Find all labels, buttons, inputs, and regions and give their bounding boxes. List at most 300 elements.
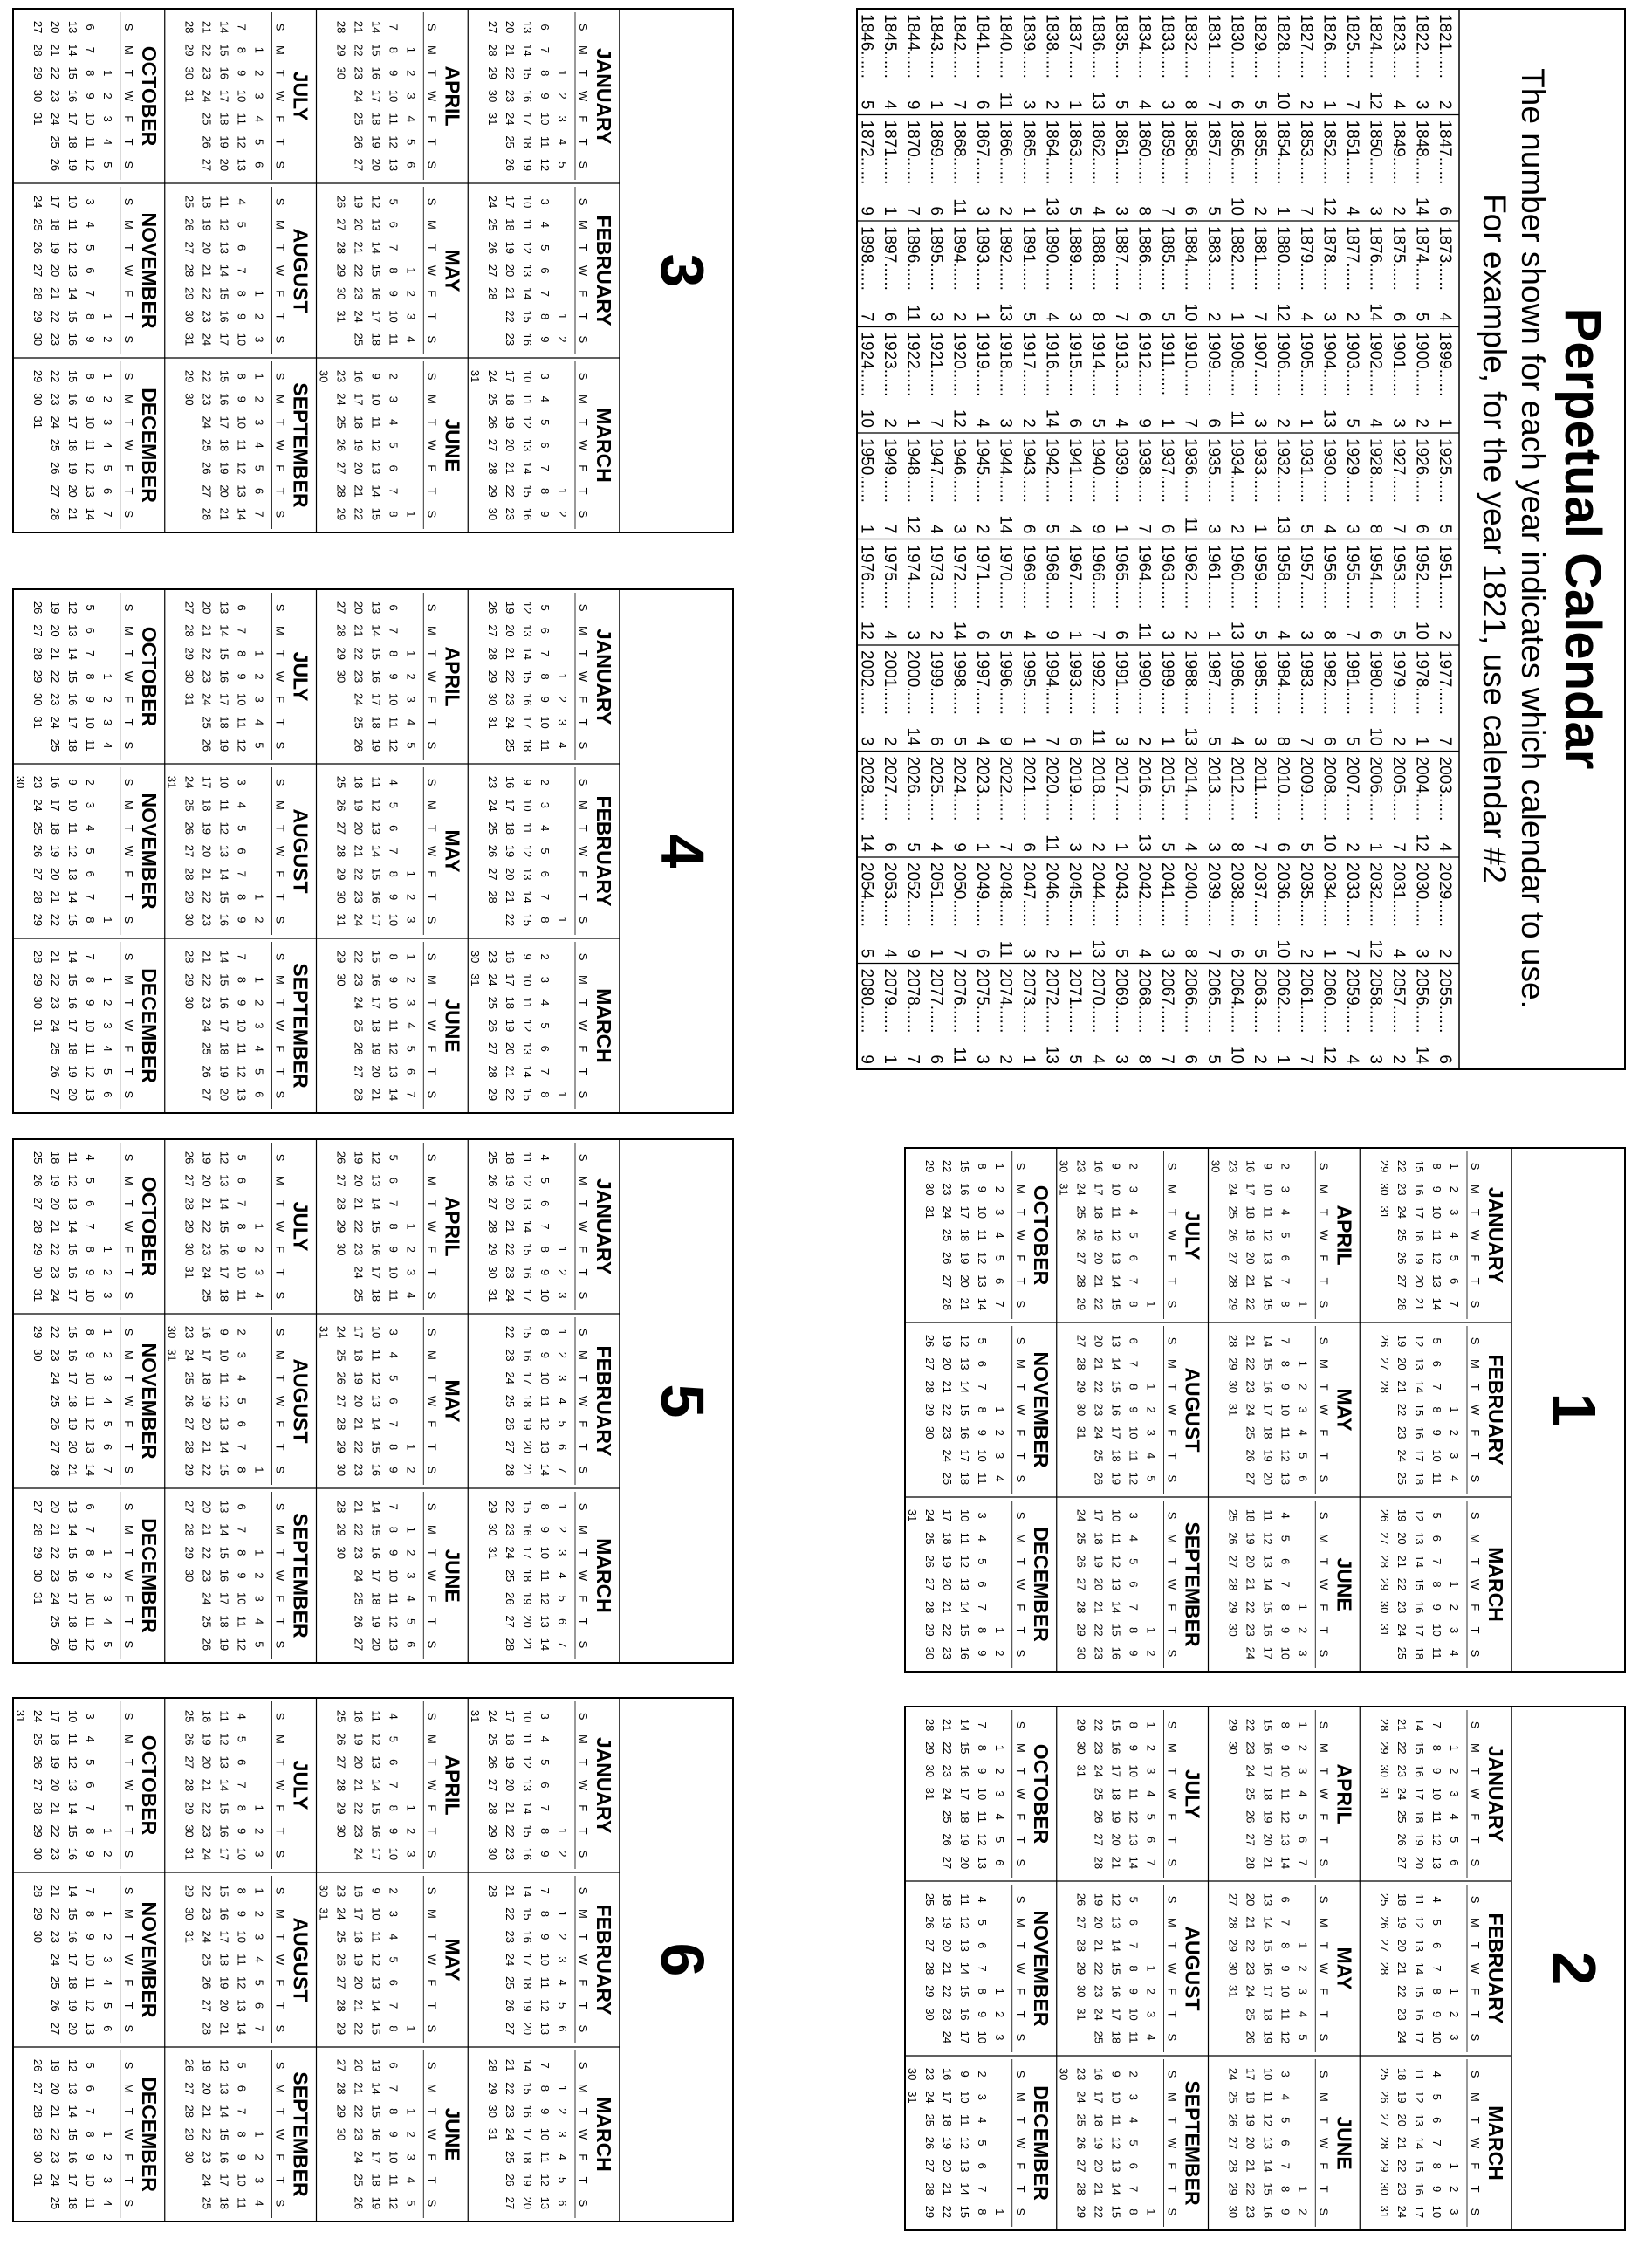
- month-name: OCTOBER: [137, 626, 161, 727]
- day-number: 2: [100, 696, 114, 703]
- weekday-header: T: [1469, 2010, 1482, 2018]
- day-number: 22: [352, 264, 366, 278]
- day-number: 8: [538, 1827, 552, 1835]
- day-number: 17: [369, 1569, 383, 1583]
- day-number: 27: [504, 1440, 517, 1453]
- weekday-header: S: [425, 1850, 439, 1858]
- day-number: 22: [352, 1523, 366, 1536]
- day-number: 23: [1244, 1380, 1258, 1393]
- weekday-header: S: [1165, 2033, 1179, 2042]
- weekday-header: F: [577, 1045, 590, 1053]
- day-number: 24: [1092, 1426, 1106, 1439]
- year-entry-calendar-number: 2: [1297, 100, 1315, 110]
- weekday-header: T: [121, 1933, 135, 1940]
- weekday-header: W: [577, 1020, 590, 1032]
- day-number: 2: [975, 2071, 989, 2078]
- day-number: 19: [504, 601, 517, 615]
- day-number: 20: [1395, 1532, 1409, 1545]
- day-number: 7: [975, 1721, 989, 1728]
- weekday-header: F: [425, 1804, 439, 1812]
- day-number: 13: [217, 1500, 231, 1514]
- day-number: 11: [65, 1151, 79, 1164]
- weekday-header: S: [425, 1466, 439, 1474]
- day-number: 26: [486, 1755, 499, 1769]
- weekday-header: W: [273, 1954, 287, 1966]
- day-number: 26: [31, 601, 45, 615]
- day-number: 14: [1413, 1380, 1426, 1393]
- day-number: 7: [538, 1223, 552, 1230]
- weekday-header: W: [273, 845, 287, 857]
- day-number: 12: [369, 799, 383, 812]
- day-number: 19: [369, 738, 383, 752]
- day-number: 2: [235, 1329, 249, 1336]
- day-number: 13: [217, 1418, 231, 1431]
- day-number: 8: [235, 1223, 249, 1230]
- weekday-header: S: [121, 741, 135, 750]
- day-number: 23: [940, 2008, 954, 2021]
- day-number: 24: [504, 113, 517, 126]
- day-number: 13: [1261, 1252, 1275, 1265]
- year-entry-calendar-number: 1: [927, 100, 945, 110]
- weekday-header: W: [273, 1779, 287, 1791]
- year-entry-calendar-number: 2: [949, 312, 969, 322]
- day-number: 24: [352, 996, 366, 1009]
- day-number: 13: [369, 2058, 383, 2072]
- day-number: 14: [217, 1778, 231, 1792]
- day-number: 6: [1127, 2162, 1141, 2169]
- day-number: 12: [387, 2196, 401, 2210]
- weekday-header: S: [121, 23, 135, 31]
- day-number: 25: [940, 1472, 954, 1486]
- weekday-header: F: [273, 1595, 287, 1603]
- day-number: 7: [538, 893, 552, 901]
- day-number: 16: [217, 1569, 231, 1583]
- day-number: 12: [235, 462, 249, 475]
- year-entry-calendar-number: 1: [1066, 948, 1084, 958]
- day-number: 9: [1278, 1965, 1292, 1972]
- day-number: 23: [1074, 1159, 1088, 1173]
- day-number: 9: [1430, 1768, 1443, 1775]
- day-number: 26: [31, 1174, 45, 1187]
- day-number: 8: [83, 917, 97, 924]
- day-number: 17: [65, 1288, 79, 1302]
- year-entry-year: 1890......: [1042, 226, 1061, 291]
- year-entry-calendar-number: 2: [1204, 312, 1223, 322]
- year-entry-year: 2049......: [973, 862, 991, 927]
- day-number: 10: [1278, 1403, 1292, 1417]
- day-number: 22: [1092, 1624, 1106, 1637]
- day-number: 31: [486, 716, 499, 729]
- day-number: 28: [1378, 1380, 1391, 1393]
- day-number: 1: [1144, 1384, 1158, 1391]
- day-number: 23: [200, 913, 214, 927]
- day-number: 6: [404, 161, 418, 168]
- year-entry-year: 1856......: [1227, 120, 1246, 185]
- day-number: 29: [1378, 1159, 1391, 1173]
- year-entry-year: 1868......: [949, 120, 969, 185]
- day-number: 13: [369, 601, 383, 615]
- weekday-header: T: [425, 1443, 439, 1451]
- day-number: 10: [1278, 1646, 1292, 1660]
- weekday-header: T: [1165, 1836, 1179, 1844]
- day-number: 3: [1448, 1209, 1461, 1216]
- day-number: 18: [1261, 2008, 1275, 2021]
- day-number: 19: [504, 416, 517, 429]
- year-entry-calendar-number: 11: [949, 1047, 969, 1064]
- day-number: 31: [182, 1847, 196, 1861]
- day-number: 15: [957, 1159, 971, 1173]
- day-number: 16: [369, 890, 383, 903]
- year-entry-year: 2026......: [903, 756, 922, 821]
- day-number: 5: [387, 442, 401, 449]
- weekday-header: T: [425, 1618, 439, 1625]
- day-number: 13: [369, 462, 383, 475]
- year-entry-calendar-number: 14: [903, 727, 922, 746]
- day-number: 19: [200, 1151, 214, 1164]
- day-number: 30: [1226, 2205, 1240, 2219]
- day-number: 10: [235, 1266, 249, 1279]
- day-number: 26: [182, 1394, 196, 1408]
- day-number: 13: [521, 624, 534, 637]
- day-number: 22: [504, 1088, 517, 1102]
- year-entry-year: 1863......: [1066, 120, 1084, 185]
- day-number: 28: [352, 1088, 366, 1102]
- day-number: 1: [404, 2025, 418, 2032]
- day-number: 5: [235, 221, 249, 229]
- day-number: 13: [1413, 1939, 1426, 1952]
- year-entry-year: 1974......: [903, 544, 922, 609]
- day-number: 3: [252, 93, 266, 100]
- day-number: 7: [252, 511, 266, 518]
- day-number: 18: [1092, 1205, 1106, 1219]
- day-number: 28: [334, 1778, 348, 1792]
- day-number: 26: [1074, 1892, 1088, 1906]
- weekday-header: F: [1165, 1813, 1179, 1821]
- day-number: 9: [235, 1246, 249, 1253]
- day-number: 15: [1109, 1624, 1123, 1637]
- day-number: 24: [1395, 1449, 1409, 1462]
- weekday-header: F: [1469, 1254, 1482, 1262]
- weekday-header: S: [1469, 1858, 1482, 1867]
- day-number: 10: [369, 1907, 383, 1920]
- day-number: 5: [252, 1068, 266, 1075]
- day-number: 11: [1430, 1810, 1443, 1824]
- weekday-header: T: [577, 1068, 590, 1075]
- day-number: 27: [1226, 1252, 1240, 1265]
- day-number: 3: [387, 1329, 401, 1336]
- day-number: 8: [538, 917, 552, 924]
- day-number: 23: [48, 693, 62, 706]
- day-number: 18: [217, 1615, 231, 1628]
- year-entry-year: 1830......: [1227, 14, 1246, 79]
- day-number: 11: [83, 1042, 97, 1055]
- weekday-header: W: [273, 439, 287, 451]
- day-number: 17: [48, 195, 62, 209]
- day-number: 3: [404, 1851, 418, 1858]
- year-entry-calendar-number: 2: [973, 524, 991, 534]
- day-number: 22: [200, 1546, 214, 1559]
- year-entry-year: 1860......: [1134, 120, 1154, 185]
- day-number: 17: [521, 113, 534, 126]
- day-number: 26: [1092, 1810, 1106, 1824]
- day-number: 28: [334, 484, 348, 498]
- day-number: 4: [1430, 1896, 1443, 1903]
- day-number: 6: [83, 627, 97, 635]
- day-number: 12: [65, 2058, 79, 2072]
- month-name: NOVEMBER: [1029, 1910, 1052, 2027]
- day-number: 24: [504, 716, 517, 729]
- day-number: 14: [65, 647, 79, 660]
- day-number: 3: [1144, 2010, 1158, 2018]
- weekday-header: S: [1317, 1858, 1331, 1867]
- year-entry-calendar-number: 5: [1343, 418, 1361, 428]
- day-number: 23: [504, 1930, 517, 1943]
- day-number: 1: [252, 46, 266, 54]
- day-number: 22: [352, 647, 366, 660]
- weekday-header: W: [577, 1570, 590, 1582]
- day-number: 16: [217, 670, 231, 683]
- day-number: 28: [486, 462, 499, 475]
- day-number: 7: [1278, 2162, 1292, 2169]
- day-number: 22: [504, 2082, 517, 2095]
- weekday-header: S: [425, 1502, 439, 1511]
- day-number: 6: [387, 1398, 401, 1405]
- year-entry-calendar-number: 3: [1066, 312, 1084, 322]
- day-number: 8: [1127, 2208, 1141, 2215]
- year-entry-year: 1882......: [1227, 226, 1246, 291]
- day-number: 12: [1127, 1810, 1141, 1824]
- year-entry-calendar-number: 6: [1066, 736, 1084, 746]
- year-entry-calendar-number: 3: [1019, 948, 1038, 958]
- day-number: 28: [182, 1197, 196, 1210]
- day-number: 4: [538, 221, 552, 229]
- day-number: 10: [538, 1288, 552, 1302]
- day-number: 25: [1395, 1646, 1409, 1660]
- day-number: 11: [538, 1570, 552, 1582]
- weekday-header: M: [577, 1350, 590, 1360]
- day-number: 4: [83, 825, 97, 832]
- day-number: 22: [1244, 1939, 1258, 1952]
- weekday-header: T: [273, 418, 287, 426]
- day-number: 20: [504, 624, 517, 637]
- weekday-header: T: [273, 2176, 287, 2184]
- day-number: 31: [922, 1787, 936, 1801]
- day-number: 12: [369, 1151, 383, 1164]
- year-entry-calendar-number: 3: [1389, 418, 1408, 428]
- weekday-header: M: [1469, 1743, 1482, 1753]
- weekday-header: S: [1469, 2070, 1482, 2078]
- day-number: 4: [1127, 1209, 1141, 1216]
- weekday-header: S: [577, 510, 590, 519]
- day-number: 9: [235, 70, 249, 77]
- day-number: 12: [387, 1042, 401, 1055]
- year-entry-calendar-number: 3: [1412, 948, 1431, 958]
- weekday-header: S: [121, 1502, 135, 1511]
- day-number: 8: [1278, 1942, 1292, 1949]
- weekday-header: S: [121, 1090, 135, 1099]
- day-number: 5: [975, 1558, 989, 1565]
- weekday-header: W: [273, 264, 287, 277]
- day-number: 12: [387, 135, 401, 148]
- day-number: 27: [1395, 1856, 1409, 1870]
- day-number: 1: [252, 1804, 266, 1811]
- year-entry-calendar-number: 3: [1366, 1054, 1385, 1064]
- weekday-header: W: [273, 2128, 287, 2140]
- year-entry-calendar-number: 6: [881, 842, 899, 852]
- day-number: 13: [1413, 1357, 1426, 1370]
- day-number: 6: [252, 2002, 266, 2009]
- day-number: 6: [1278, 1896, 1292, 1903]
- day-number: 27: [31, 868, 45, 881]
- day-number: 6: [235, 244, 249, 251]
- year-entry-year: 2031......: [1389, 862, 1408, 927]
- day-number: 9: [538, 696, 552, 703]
- day-number: 19: [352, 1733, 366, 1746]
- year-entry-calendar-number: 7: [1204, 100, 1223, 110]
- day-number: 24: [1244, 1985, 1258, 1998]
- day-number: 7: [387, 1782, 401, 1789]
- day-number: 30: [905, 2067, 919, 2081]
- day-number: 21: [1092, 1357, 1106, 1370]
- day-number: 19: [369, 1042, 383, 1055]
- day-number: 30: [182, 913, 196, 927]
- day-number: 20: [1092, 1577, 1106, 1591]
- day-number: 27: [352, 1065, 366, 1078]
- weekday-header: T: [1013, 1208, 1027, 1216]
- year-entry-calendar-number: 7: [949, 100, 969, 110]
- year-entry-calendar-number: 7: [1251, 312, 1269, 322]
- year-entry-calendar-number: 7: [903, 206, 922, 216]
- day-number: 14: [521, 462, 534, 475]
- day-number: 2: [252, 1572, 266, 1579]
- day-number: 26: [31, 844, 45, 858]
- day-number: 29: [1226, 2182, 1240, 2195]
- day-number: 19: [217, 1976, 231, 1989]
- day-number: 27: [352, 1638, 366, 1652]
- day-number: 1: [1296, 2185, 1310, 2193]
- day-number: 28: [1378, 1961, 1391, 1975]
- day-number: 8: [83, 1246, 97, 1253]
- day-number: 29: [182, 1463, 196, 1477]
- day-number: 18: [217, 1953, 231, 1967]
- day-number: 12: [83, 1999, 97, 2012]
- day-number: 18: [521, 738, 534, 752]
- day-number: 14: [369, 1778, 383, 1792]
- weekday-header: S: [1317, 2070, 1331, 2078]
- weekday-header: M: [1013, 1743, 1027, 1753]
- day-number: 2: [538, 779, 552, 786]
- year-entry-year: 1991......: [1112, 650, 1130, 715]
- day-number: 23: [352, 2127, 366, 2141]
- day-number: 6: [100, 1443, 114, 1451]
- day-number: 5: [1296, 1813, 1310, 1820]
- day-number: 9: [387, 1246, 401, 1253]
- day-number: 23: [940, 1426, 954, 1439]
- day-number: 16: [1244, 1159, 1258, 1173]
- year-entry-calendar-number: 6: [973, 948, 991, 958]
- weekday-header: M: [121, 1525, 135, 1535]
- day-number: 10: [521, 973, 534, 986]
- day-number: 9: [1430, 1185, 1443, 1193]
- weekday-header: T: [121, 244, 135, 251]
- day-number: 31: [486, 1288, 499, 1302]
- year-entry-year: 1956......: [1320, 544, 1339, 609]
- day-number: 20: [369, 1065, 383, 1078]
- day-number: 15: [217, 2127, 231, 2141]
- day-number: 23: [940, 1764, 954, 1777]
- day-number: 16: [217, 310, 231, 323]
- day-number: 14: [957, 1961, 971, 1975]
- day-number: 21: [1261, 1856, 1275, 1870]
- day-number: 3: [235, 1351, 249, 1359]
- day-number: 27: [1244, 1472, 1258, 1486]
- day-number: 20: [48, 624, 62, 637]
- year-entry-year: 1925......: [1436, 438, 1454, 503]
- day-number: 8: [975, 1744, 989, 1752]
- day-number: 17: [65, 716, 79, 729]
- day-number: 10: [1127, 1764, 1141, 1777]
- day-number: 25: [334, 416, 348, 429]
- weekday-header: M: [1013, 1918, 1027, 1927]
- day-number: 2: [1144, 1406, 1158, 1413]
- day-number: 24: [182, 775, 196, 789]
- year-entry-calendar-number: 3: [1366, 206, 1385, 216]
- weekday-header: W: [1469, 1229, 1482, 1241]
- weekday-header: W: [1317, 1229, 1331, 1241]
- day-number: 18: [200, 195, 214, 209]
- day-number: 31: [182, 693, 196, 706]
- day-number: 7: [1448, 1301, 1461, 1308]
- day-number: 24: [940, 2030, 954, 2044]
- day-number: 23: [1226, 1159, 1240, 1173]
- day-number: 8: [235, 976, 249, 984]
- year-entry-calendar-number: 11: [949, 198, 969, 216]
- weekday-header: W: [1165, 1404, 1179, 1416]
- month-name: SEPTEMBER: [1181, 2080, 1204, 2206]
- day-number: 18: [352, 1349, 366, 1362]
- day-number: 5: [235, 1154, 249, 1161]
- day-number: 2: [1448, 1185, 1461, 1193]
- day-number: 14: [521, 1884, 534, 1898]
- day-number: 17: [369, 1266, 383, 1279]
- year-entry-calendar-number: 3: [973, 206, 991, 216]
- weekday-header: M: [1469, 1534, 1482, 1543]
- day-number: 25: [48, 135, 62, 148]
- day-number: 16: [521, 1847, 534, 1861]
- day-number: 13: [1261, 1555, 1275, 1568]
- day-number: 20: [940, 2160, 954, 2173]
- day-number: 2: [1448, 1604, 1461, 1611]
- year-entry-year: 1926......: [1412, 438, 1431, 503]
- weekday-header: F: [121, 290, 135, 298]
- day-number: 27: [486, 20, 499, 34]
- day-number: 2: [1448, 2185, 1461, 2193]
- day-number: 2: [100, 395, 114, 403]
- day-number: 9: [975, 2010, 989, 2018]
- weekday-header: S: [1013, 1511, 1027, 1520]
- month-name: JUNE: [1333, 2116, 1356, 2170]
- day-number: 7: [538, 46, 552, 54]
- day-number: 17: [521, 2127, 534, 2141]
- day-number: 17: [1109, 1764, 1123, 1777]
- weekday-header: T: [1165, 1941, 1179, 1949]
- day-number: 3: [404, 1572, 418, 1579]
- year-entry-calendar-number: 3: [1343, 524, 1361, 534]
- day-number: 11: [1261, 2091, 1275, 2104]
- day-number: 23: [182, 1325, 196, 1339]
- weekday-header: T: [121, 1374, 135, 1382]
- day-number: 29: [1378, 1741, 1391, 1755]
